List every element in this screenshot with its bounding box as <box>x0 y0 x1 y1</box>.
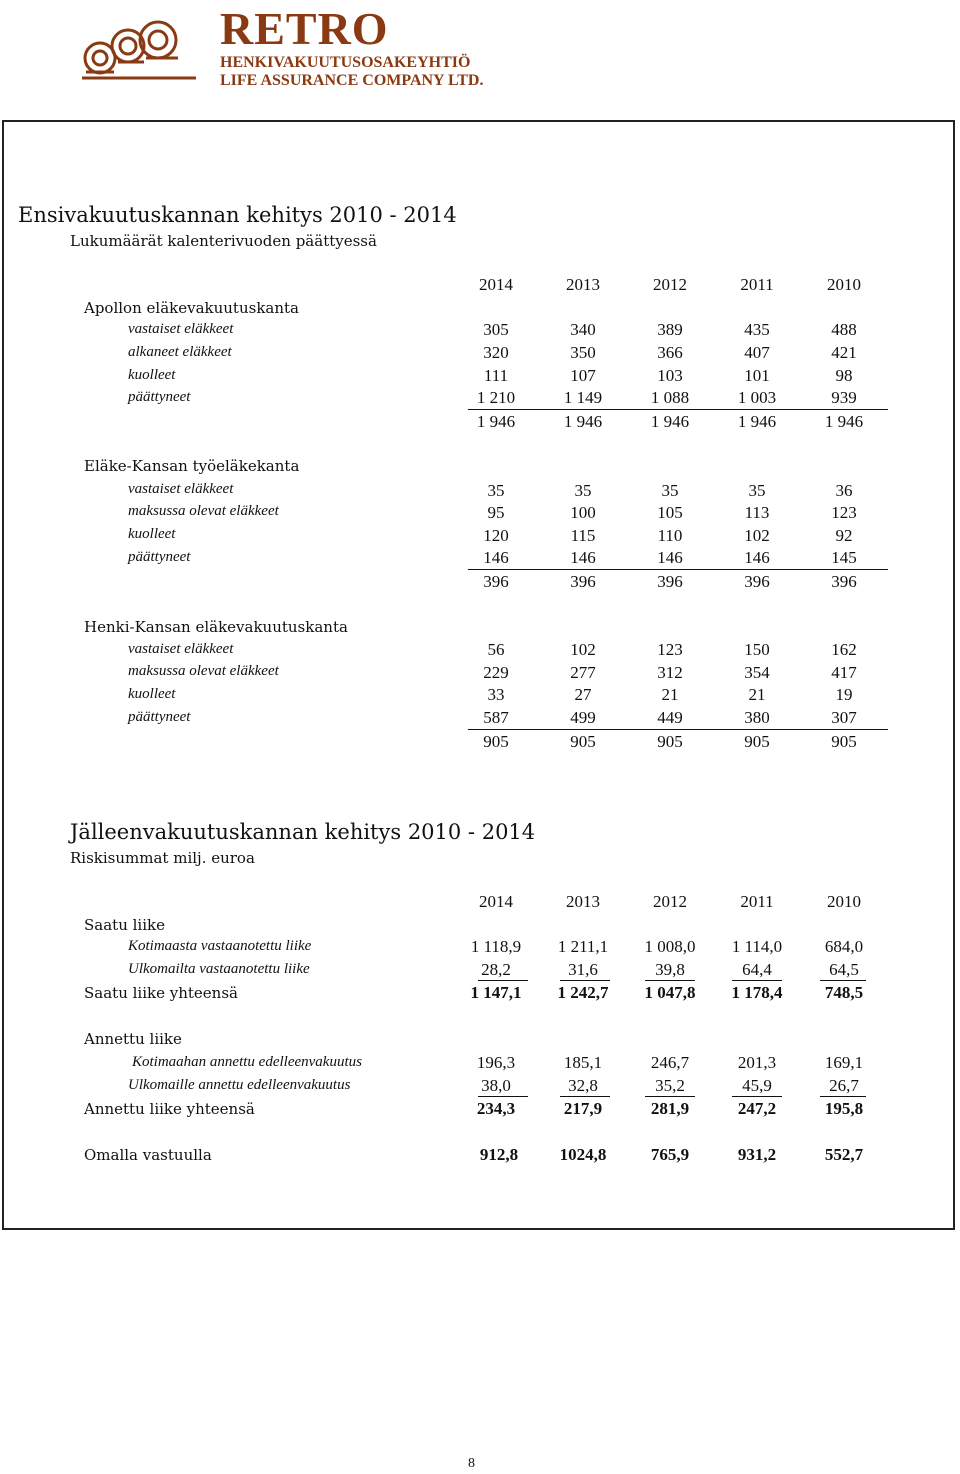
cell: 366 <box>657 343 683 362</box>
row-label: Kotimaahan annettu edelleenvakuutus <box>132 1054 362 1070</box>
cell: 196,3 <box>476 1053 516 1072</box>
cell: 28,2 <box>481 960 511 979</box>
row-label: kuolleet <box>128 526 176 542</box>
cell: 939 <box>831 388 857 407</box>
total-rule <box>645 980 695 981</box>
cell: 123 <box>657 640 683 659</box>
total-cell: 1 047,8 <box>644 983 696 1002</box>
cell: 169,1 <box>824 1053 864 1072</box>
total-cell: 905 <box>570 732 596 751</box>
cell: 146 <box>570 548 596 567</box>
cell: 1 118,9 <box>470 937 522 956</box>
total-rule <box>560 980 610 981</box>
total-cell: 396 <box>831 572 857 591</box>
total-rule <box>468 569 888 570</box>
total-cell: 396 <box>570 572 596 591</box>
group-heading: Eläke-Kansan työeläkekanta <box>84 457 300 475</box>
cell: 100 <box>570 503 596 522</box>
cell: 105 <box>657 503 683 522</box>
cell: 354 <box>744 663 770 682</box>
net-cell: 931,2 <box>737 1145 777 1164</box>
group-heading: Annettu liike <box>84 1030 182 1048</box>
cell: 95 <box>487 503 505 522</box>
year-header: 2014 <box>479 275 513 294</box>
total-cell: 217,9 <box>563 1099 603 1118</box>
cell: 407 <box>744 343 770 362</box>
cell: 45,9 <box>742 1076 772 1095</box>
cell: 110 <box>657 526 683 545</box>
cell: 102 <box>570 640 596 659</box>
row-label: päättyneet <box>128 709 191 725</box>
cell: 92 <box>835 526 853 545</box>
cell: 145 <box>831 548 857 567</box>
cell: 19 <box>835 685 853 704</box>
cell: 123 <box>831 503 857 522</box>
row-label: kuolleet <box>128 367 176 383</box>
cell: 320 <box>483 343 509 362</box>
total-cell: 1 946 <box>737 412 777 431</box>
cell: 27 <box>574 685 592 704</box>
total-cell: 281,9 <box>650 1099 690 1118</box>
cell: 56 <box>487 640 505 659</box>
cell: 146 <box>483 548 509 567</box>
total-cell: 247,2 <box>737 1099 777 1118</box>
total-cell: 905 <box>657 732 683 751</box>
cell: 107 <box>570 366 596 385</box>
retro-emblem-icon <box>78 12 203 84</box>
total-rule <box>560 1096 610 1097</box>
year-header: 2013 <box>566 275 600 294</box>
cell: 499 <box>570 708 596 727</box>
row-label: vastaiset eläkkeet <box>128 321 234 337</box>
total-rule <box>468 409 888 410</box>
cell: 36 <box>835 481 853 500</box>
company-logo <box>78 3 508 89</box>
cell: 111 <box>483 366 509 385</box>
total-cell: 1 147,1 <box>470 983 522 1002</box>
cell: 350 <box>570 343 596 362</box>
total-cell: 396 <box>657 572 683 591</box>
total-rule <box>478 980 528 981</box>
row-label: päättyneet <box>128 389 191 405</box>
cell: 38,0 <box>481 1076 511 1095</box>
total-label: Annettu liike yhteensä <box>84 1100 255 1118</box>
logo-name: RETRO <box>220 3 389 54</box>
year-header: 2011 <box>740 892 774 911</box>
cell: 35,2 <box>655 1076 685 1095</box>
year-header: 2010 <box>827 275 861 294</box>
cell: 1 149 <box>563 388 603 407</box>
cell: 115 <box>570 526 596 545</box>
total-rule <box>732 980 782 981</box>
total-cell: 1 946 <box>650 412 690 431</box>
cell: 380 <box>744 708 770 727</box>
net-cell: 765,9 <box>650 1145 690 1164</box>
total-rule <box>468 729 888 730</box>
cell: 421 <box>831 343 857 362</box>
cell: 389 <box>657 320 683 339</box>
cell: 1 114,0 <box>731 937 783 956</box>
year-header: 2010 <box>827 892 861 911</box>
total-cell: 195,8 <box>824 1099 864 1118</box>
cell: 101 <box>744 366 770 385</box>
cell: 305 <box>483 320 509 339</box>
cell: 307 <box>831 708 857 727</box>
group-heading: Apollon eläkevakuutuskanta <box>84 299 299 317</box>
group-heading: Henki-Kansan eläkevakuutuskanta <box>84 618 348 636</box>
cell: 1 211,1 <box>557 937 609 956</box>
year-header: 2012 <box>653 892 687 911</box>
cell: 150 <box>744 640 770 659</box>
cell: 277 <box>570 663 596 682</box>
cell: 21 <box>748 685 766 704</box>
row-label: maksussa olevat eläkkeet <box>128 663 279 679</box>
row-label: päättyneet <box>128 549 191 565</box>
net-cell: 1024,8 <box>559 1145 607 1164</box>
cell: 98 <box>835 366 853 385</box>
total-rule <box>478 1096 528 1097</box>
cell: 35 <box>748 481 766 500</box>
cell: 120 <box>483 526 509 545</box>
total-rule <box>820 980 866 981</box>
cell: 64,5 <box>829 960 859 979</box>
section1-title: Ensivakuutuskannan kehitys 2010 - 2014 <box>18 203 457 227</box>
cell: 201,3 <box>737 1053 777 1072</box>
cell: 146 <box>657 548 683 567</box>
section2-title: Jälleenvakuutuskannan kehitys 2010 - 2014 <box>70 820 536 844</box>
logo-line-2: LIFE ASSURANCE COMPANY LTD. <box>220 72 484 89</box>
row-label: Ulkomailta vastaanotettu liike <box>128 961 310 977</box>
group-heading: Saatu liike <box>84 916 165 934</box>
cell: 435 <box>744 320 770 339</box>
total-label: Saatu liike yhteensä <box>84 984 238 1002</box>
cell: 35 <box>661 481 679 500</box>
cell: 113 <box>744 503 770 522</box>
row-label: alkaneet eläkkeet <box>128 344 232 360</box>
row-label: maksussa olevat eläkkeet <box>128 503 279 519</box>
year-header: 2011 <box>740 275 774 294</box>
cell: 340 <box>570 320 596 339</box>
cell: 1 003 <box>737 388 777 407</box>
total-cell: 905 <box>483 732 509 751</box>
year-header: 2014 <box>479 892 513 911</box>
cell: 21 <box>661 685 679 704</box>
total-cell: 1 946 <box>563 412 603 431</box>
total-rule <box>732 1096 782 1097</box>
cell: 488 <box>831 320 857 339</box>
total-cell: 1 946 <box>476 412 516 431</box>
cell: 39,8 <box>655 960 685 979</box>
row-label: Kotimaasta vastaanotettu liike <box>128 938 312 954</box>
cell: 185,1 <box>563 1053 603 1072</box>
cell: 417 <box>831 663 857 682</box>
cell: 33 <box>487 685 505 704</box>
logo-line-1: HENKIVAKUUTUSOSAKEYHTIÖ <box>220 54 471 71</box>
cell: 103 <box>657 366 683 385</box>
cell: 587 <box>483 708 509 727</box>
total-cell: 1 242,7 <box>557 983 609 1002</box>
cell: 146 <box>744 548 770 567</box>
total-rule <box>820 1096 866 1097</box>
total-rule <box>645 1096 695 1097</box>
total-cell: 1 946 <box>824 412 864 431</box>
row-label: vastaiset eläkkeet <box>128 481 234 497</box>
cell: 32,8 <box>568 1076 598 1095</box>
net-label: Omalla vastuulla <box>84 1146 212 1164</box>
cell: 684,0 <box>824 937 864 956</box>
cell: 31,6 <box>568 960 598 979</box>
cell: 1 088 <box>650 388 690 407</box>
cell: 246,7 <box>650 1053 690 1072</box>
total-cell: 1 178,4 <box>731 983 783 1002</box>
cell: 64,4 <box>742 960 772 979</box>
year-header: 2012 <box>653 275 687 294</box>
section2-subtitle: Riskisummat milj. euroa <box>70 849 255 867</box>
cell: 1 210 <box>476 388 516 407</box>
section1-subtitle: Lukumäärät kalenterivuoden päättyessä <box>70 232 377 250</box>
row-label: kuolleet <box>128 686 176 702</box>
net-cell: 552,7 <box>824 1145 864 1164</box>
cell: 1 008,0 <box>644 937 696 956</box>
row-label: Ulkomaille annettu edelleenvakuutus <box>128 1077 351 1093</box>
year-header: 2013 <box>566 892 600 911</box>
cell: 102 <box>744 526 770 545</box>
cell: 26,7 <box>829 1076 859 1095</box>
total-cell: 748,5 <box>824 983 864 1002</box>
total-cell: 905 <box>831 732 857 751</box>
cell: 449 <box>657 708 683 727</box>
total-cell: 905 <box>744 732 770 751</box>
row-label: vastaiset eläkkeet <box>128 641 234 657</box>
page-number: 8 <box>468 1456 475 1471</box>
cell: 312 <box>657 663 683 682</box>
cell: 35 <box>574 481 592 500</box>
total-cell: 234,3 <box>476 1099 516 1118</box>
cell: 229 <box>483 663 509 682</box>
total-cell: 396 <box>483 572 509 591</box>
net-cell: 912,8 <box>479 1145 519 1164</box>
cell: 35 <box>487 481 505 500</box>
total-cell: 396 <box>744 572 770 591</box>
cell: 162 <box>831 640 857 659</box>
